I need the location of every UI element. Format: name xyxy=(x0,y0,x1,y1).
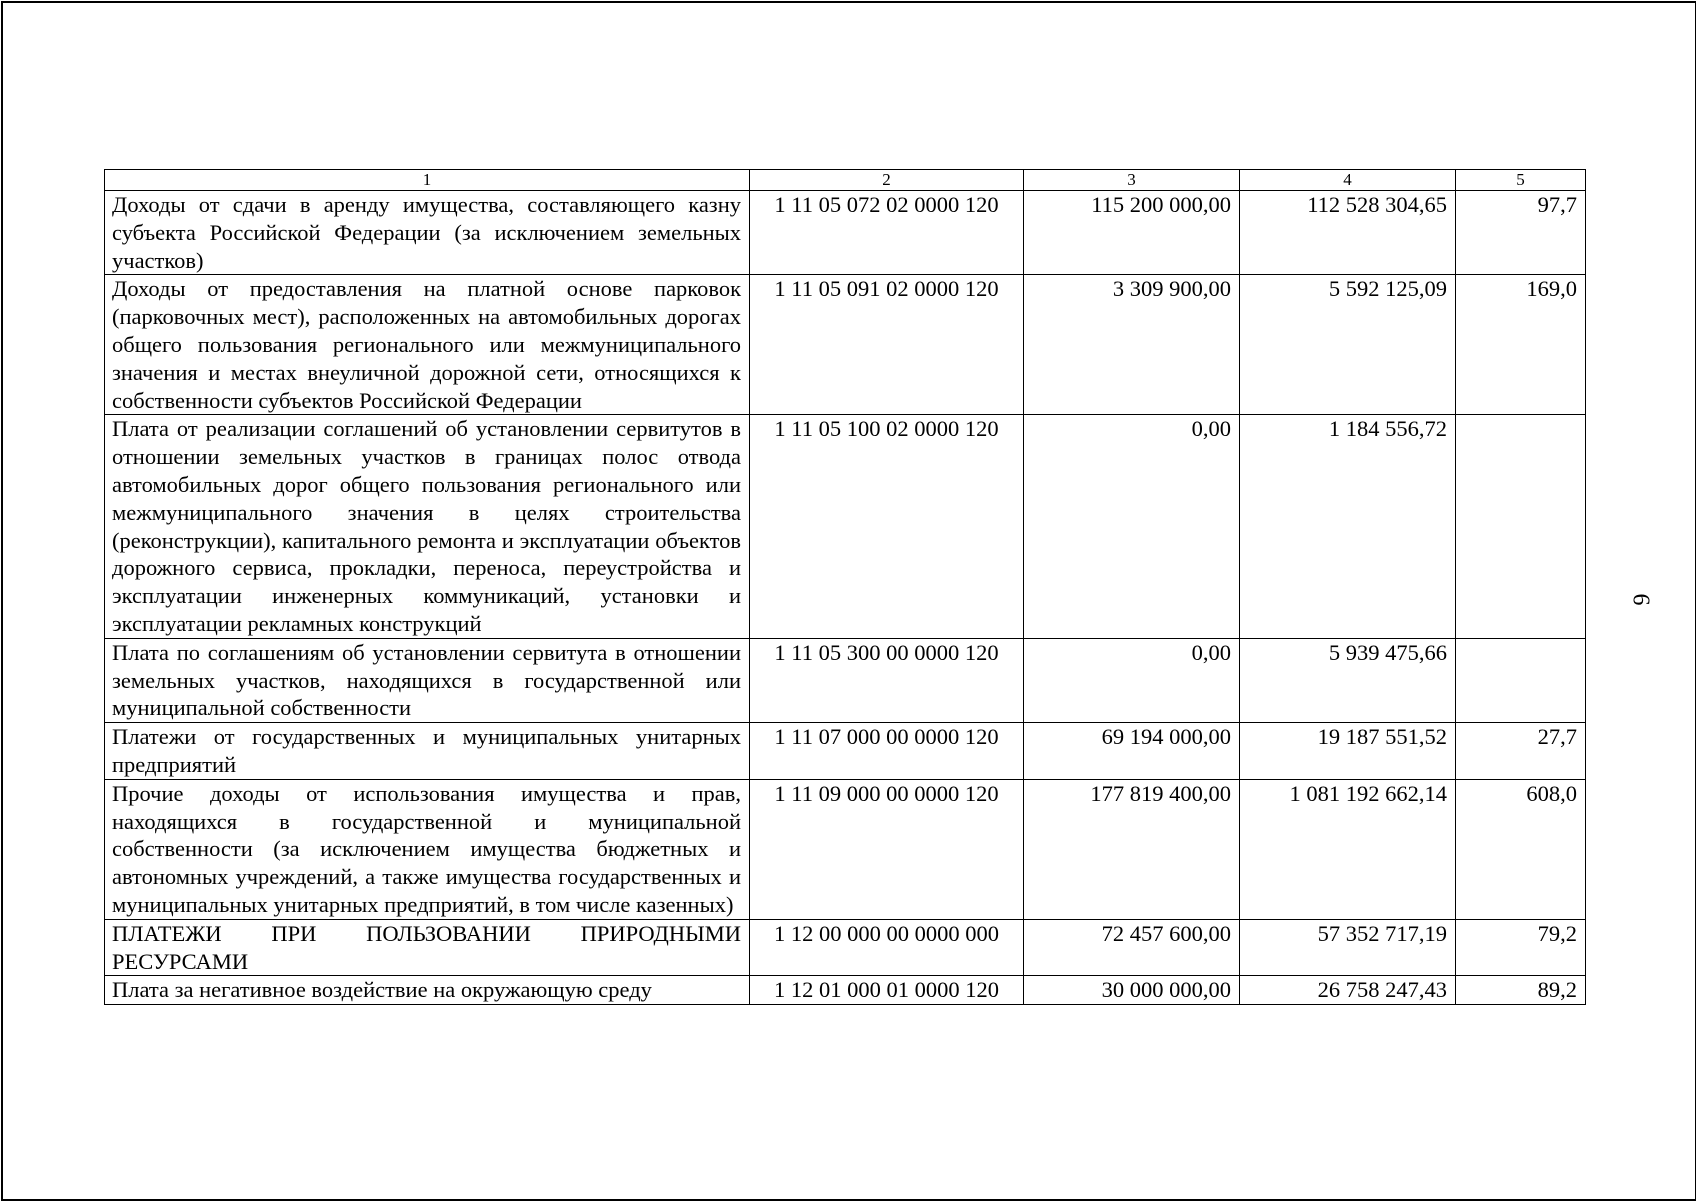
row-name: Прочие доходы от использования имущества и прав, находящихся в государственной и муниципальной собственности (за исключением имущества бюджетных и автономных учреждений, а также имущества государственных и муниципальных унитарных предприятий, в том числе казенных) xyxy=(105,779,750,919)
row-planned: 30 000 000,00 xyxy=(1024,976,1240,1005)
row-code: 1 11 05 300 00 0000 120 xyxy=(750,638,1024,722)
header-col-3: 3 xyxy=(1024,170,1240,191)
row-actual: 5 592 125,09 xyxy=(1240,275,1456,415)
table-row xyxy=(105,723,1586,780)
row-percent: 89,2 xyxy=(1456,976,1586,1005)
row-planned: 3 309 900,00 xyxy=(1024,275,1240,415)
row-planned: 177 819 400,00 xyxy=(1024,779,1240,919)
row-percent: 27,7 xyxy=(1456,723,1586,780)
row-name: Плата за негативное воздействие на окружающую среду xyxy=(105,976,750,1005)
row-percent: 169,0 xyxy=(1456,275,1586,415)
row-name: Плата по соглашениям об установлении сервитута в отношении земельных участков, находящихся в государственной или муниципальной собственности xyxy=(105,638,750,722)
row-percent xyxy=(1456,638,1586,722)
row-planned: 0,00 xyxy=(1024,415,1240,638)
row-percent: 608,0 xyxy=(1456,779,1586,919)
row-name: Платежи от государственных и муниципальных унитарных предприятий xyxy=(105,723,750,780)
row-code: 1 11 05 072 02 0000 120 xyxy=(750,191,1024,275)
header-col-1: 1 xyxy=(105,170,750,191)
table-body xyxy=(105,191,1586,1005)
row-name: Доходы от сдачи в аренду имущества, составляющего казну субъекта Российской Федерации (за исключением земельных участков) xyxy=(105,191,750,275)
column-number-header xyxy=(105,170,1586,191)
row-percent: 79,2 xyxy=(1456,919,1586,976)
table-row xyxy=(105,275,1586,415)
table-row xyxy=(105,191,1586,275)
table-row xyxy=(105,976,1586,1005)
row-actual: 5 939 475,66 xyxy=(1240,638,1456,722)
table-row xyxy=(105,779,1586,919)
row-planned: 0,00 xyxy=(1024,638,1240,722)
row-code: 1 11 09 000 00 0000 120 xyxy=(750,779,1024,919)
row-code: 1 11 05 091 02 0000 120 xyxy=(750,275,1024,415)
row-actual: 1 081 192 662,14 xyxy=(1240,779,1456,919)
row-planned: 72 457 600,00 xyxy=(1024,919,1240,976)
header-row xyxy=(105,170,1586,191)
table-row xyxy=(105,415,1586,638)
row-code: 1 11 07 000 00 0000 120 xyxy=(750,723,1024,780)
row-code: 1 12 01 000 01 0000 120 xyxy=(750,976,1024,1005)
page-number: 6 xyxy=(1627,593,1654,606)
row-actual: 19 187 551,52 xyxy=(1240,723,1456,780)
row-name: ПЛАТЕЖИ ПРИ ПОЛЬЗОВАНИИ ПРИРОДНЫМИ РЕСУРСАМИ xyxy=(105,919,750,976)
table-row xyxy=(105,919,1586,976)
row-planned: 69 194 000,00 xyxy=(1024,723,1240,780)
row-name: Доходы от предоставления на платной основе парковок (парковочных мест), расположенных на автомобильных дорогах общего пользования регионального или межмуниципального значения и местах внеуличной дорожной сети, относящихся к собственности субъектов Российской Федерации xyxy=(105,275,750,415)
row-actual: 112 528 304,65 xyxy=(1240,191,1456,275)
row-actual: 26 758 247,43 xyxy=(1240,976,1456,1005)
revenue-table xyxy=(104,169,1586,1005)
row-percent: 97,7 xyxy=(1456,191,1586,275)
row-code: 1 11 05 100 02 0000 120 xyxy=(750,415,1024,638)
header-col-4: 4 xyxy=(1240,170,1456,191)
header-col-5: 5 xyxy=(1456,170,1586,191)
row-name: Плата от реализации соглашений об установлении сервитутов в отношении земельных участков в границах полос отвода автомобильных дорог общего пользования регионального или межмуниципального значения в целях строительства (реконструкции), капитального ремонта и эксплуатации объектов дорожного сервиса, прокладки, переноса, переустройства и эксплуатации инженерных коммуникаций, установки и эксплуатации рекламных конструкций xyxy=(105,415,750,638)
row-percent xyxy=(1456,415,1586,638)
header-col-2: 2 xyxy=(750,170,1024,191)
row-actual: 57 352 717,19 xyxy=(1240,919,1456,976)
row-code: 1 12 00 000 00 0000 000 xyxy=(750,919,1024,976)
row-actual: 1 184 556,72 xyxy=(1240,415,1456,638)
table-row xyxy=(105,638,1586,722)
row-planned: 115 200 000,00 xyxy=(1024,191,1240,275)
